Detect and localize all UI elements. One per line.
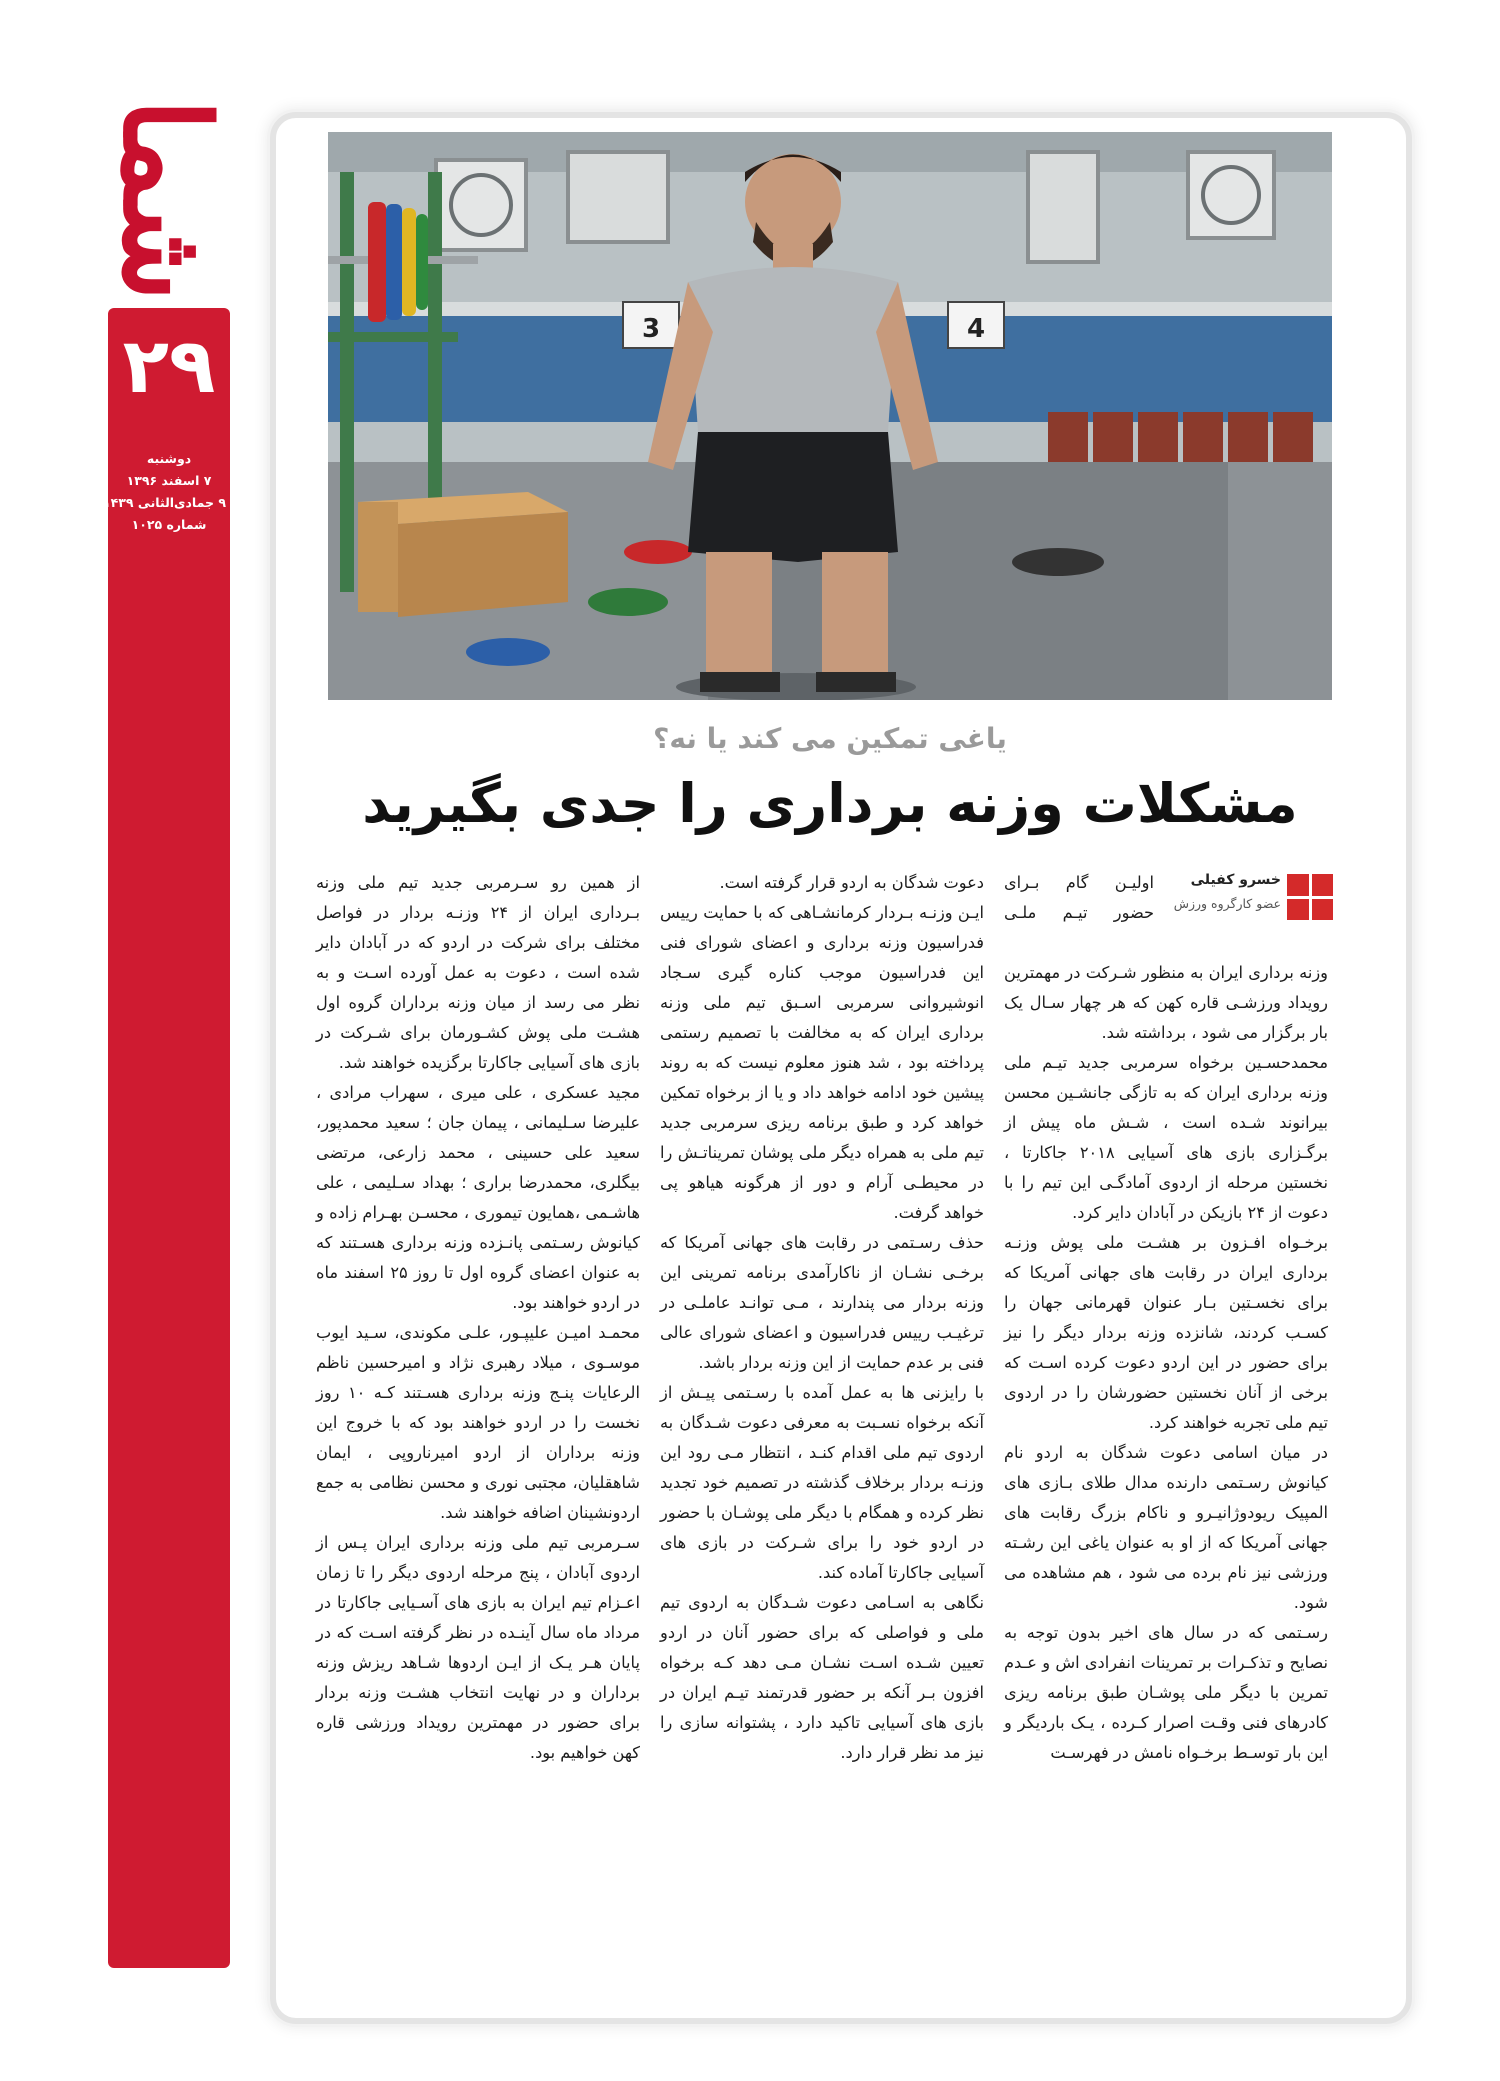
issue-day: دوشنبه [146,451,192,466]
article-kicker: یاغی تمکین می کند یا نه؟ [653,722,1007,755]
article-headline: مشکلات وزنه برداری را جدی بگیرید [362,772,1298,835]
paragraph: سـرمربی تیم ملی وزنه برداری ایران پـس از اردوی آبادان ، پنج مرحله اردوی دیگر را تا زمان اعـزام تیم ایران به بازی های آسـیایی جاکارتا در مرداد ماه سال آینـده در نظر گرفته اسـت که در پایان هـر یـک از ایـن اردوها شـاهد ریزش وزنه برداران و در نهایت انتخاب هشـت وزنه بردار برای حضور در مهمترین رویداد ورزشی قاره کهن خواهیم بود. [316,1533,640,1762]
paragraph: مجید عسکری ، علی میری ، سهراب مرادی ، علیرضا سـلیمانی ، پیمان جان ؛ سعید محمدپور، سعید علی حسینی ، محمد زارعی، مرتضی بیگلری، محمدرضا براری ؛ بهداد سـلیمی ، علی هاشـمی ،همایون تیموری ، محسـن بهـرام زاده و کیانوش رسـتمی پانـزده وزنه برداری هسـتند که به عنوان اعضای گروه اول تا روز ۲۵ اسفند ماه در اردو خواهند بود. [316,1083,640,1312]
paragraph: در میان اسامی دعوت شدگان به اردو نام کیانوش رسـتمی دارنده مدال طلای بـازی های المپیک ریودوژانیـرو و ناکام بزرگ رقابت های جهانی آمریکا که از او به عنوان یاغی این رشـته ورزشی نیز نام برده می شود ، هم مشاهده می شود. [1004,1443,1328,1612]
lead-text: اولیـن گام بـرای حضور تیـم ملـی [1004,873,1154,922]
platform-sign-3: 3 [641,314,661,344]
page-number: ۲۹ [122,321,216,410]
author-name: خسرو کفیلی [1190,872,1281,888]
author-byline [1155,872,1333,932]
article-column-right [1004,958,1328,1768]
issue-date-lunar: ۹ جمادی‌الثانی ۱۴۳۹ [103,495,226,510]
issue-meta [103,448,226,536]
issue-sidebar [103,308,230,1968]
newspaper-logo: شما [97,98,236,302]
paragraph: برخـواه افـزون بر هشـت ملی پوش وزنـه برداری ایران در رقابت های جهانی آمریکا که برای نخسـتین بـار عنوان قهرمانی جهان را کسـب کردند، شانزده وزنه بردار دیگر را نیز برای حضور در این اردو دعوت کرده اسـت که برخی از آنان نخستین حضورشان را در اردوی تیم ملی تجربه خواهند کرد. [1004,1233,1328,1432]
paragraph: ایـن وزنـه بـردار کرمانشـاهی که با حمایت رییس فدراسیون وزنه برداری و اعضای شورای فنی این فدراسیون موجب کناره گیری سـجاد انوشیروانی سرمربی اسـبق تیم ملی وزنه برداری ایران که به مخالفت با تصمیم رستمی پرداخته بود ، شد هنوز معلوم نیست که به روند پیشین خود ادامه خواهد داد و یا از برخواه تمکین خواهد کرد و طبق برنامه ریزی سرمربی جدید تیم ملی به همراه دیگر ملی پوشان تمریناتـش را در محیطـی آرام و دور از هرگونه هیاهو پی خواهد گرفت. [660,903,984,1222]
paragraph: با رایزنی ها به عمل آمده با رسـتمی پیـش از آنکه برخواه نسـبت به معرفی دعوت شـدگان به اردوی تیم ملی اقدام کنـد ، انتظار مـی رود این وزنـه بردار برخلاف گذشته در تصمیم خود تجدید نظر کرده و همگام با دیگر ملی پوشـان با حضور در اردو خود را برای شـرکت در بازی های آسیایی جاکارتا آماده کند. [660,1383,984,1582]
article-column-middle [660,868,984,1768]
paragraph: حذف رسـتمی در رقابت های جهانی آمریکا که برخـی نشـان از ناکارآمدی برنامه تمرینی این وزنه بردار می پندارند ، مـی توانـد عاملـی در ترغیـب رییس فدراسیون و اعضای شورای عالی فنی بر عدم حمایت از این وزنه بردار باشد. [660,1233,984,1372]
paragraph: محمدحسـین برخواه سرمربی جدید تیـم ملی وزنه برداری ایران که به تازگی جانشـین محسن بیرانوند شـده است ، شـش ماه پیش از برگـزاری بازی های آسیایی ۲۰۱۸ جاکارتا ، نخستین مرحله از اردوی آمادگـی این تیم را با دعوت از ۲۴ بازیکن در آبادان دایر کرد. [1004,1053,1328,1222]
weightlifting-gym-photo-icon [328,132,1332,700]
paragraph: رسـتمی که در سال های اخیر بدون توجه به نصایح و تذکـرات بر تمرینات انفرادی اش و عـدم تمرین با دیگر ملی پوشـان طبق برنامه ریزی کادرهای فنی وقـت اصرار کـرده ، یـک باردیگر و این بار توسـط برخـواه نامش در فهرسـت [1004,1623,1328,1762]
author-role: عضو کارگروه ورزش [1173,896,1281,911]
platform-sign-4: 4 [966,314,986,344]
hero-photo [328,132,1332,700]
author-logo-icon [1287,874,1333,920]
paragraph: دعوت شدگان به اردو قرار گرفته است. [719,873,984,892]
paragraph: نگاهی به اسـامی دعوت شـدگان به اردوی تیم ملی و فواصلی که برای حضور آنان در اردو تعیین شـده اسـت نشـان مـی دهد کـه برخواه افزون بـر آنکه بر حضور قدرتمند تیـم ایران در بازی های آسیایی تاکید دارد ، پشتوانه سازی را نیز مد نظر قرار دارد. [660,1593,984,1762]
issue-number-label: شماره ۱۰۲۵ [131,517,207,532]
paragraph: از همین رو سـرمربی جدید تیم ملی وزنه بـرداری ایران از ۲۴ وزنـه بردار در فواصل مختلف برای شرکت در اردو که در آبادان دایر شده است ، دعوت به عمل آورده اسـت و به نظر می رسد از میان وزنه برداران گروه اول هشـت ملی پوش کشـورمان برای شـرکت در بازی های آسیایی جاکارتا برگزیده خواهند شد. [316,873,640,1072]
paragraph: وزنه برداری ایران به منظور شـرکت در مهمترین رویداد ورزشـی قاره کهن که هر چهار سـال یک بار برگزار می شود ، برداشته شد. [1004,963,1328,1042]
issue-date-solar: ۷ اسفند ۱۳۹۶ [126,473,212,488]
article-column-left [316,868,640,1768]
paragraph: محمـد امیـن علیپـور، علـی مکوندی، سـید ایوب موسـوی ، میلاد رهبری نژاد و امیرحسین ناظم الرعایات پنـج وزنه برداری هسـتند کـه ۱۰ روز نخست را در اردو خواهند بود که با خروج این وزنه برداران از اردو امیرناروپی ، ایمان شاهقلیان، مجتبی نوری و محسن نظامی به جمع اردونشینان اضافه خواهند شد. [316,1323,640,1522]
masthead [97,95,236,305]
